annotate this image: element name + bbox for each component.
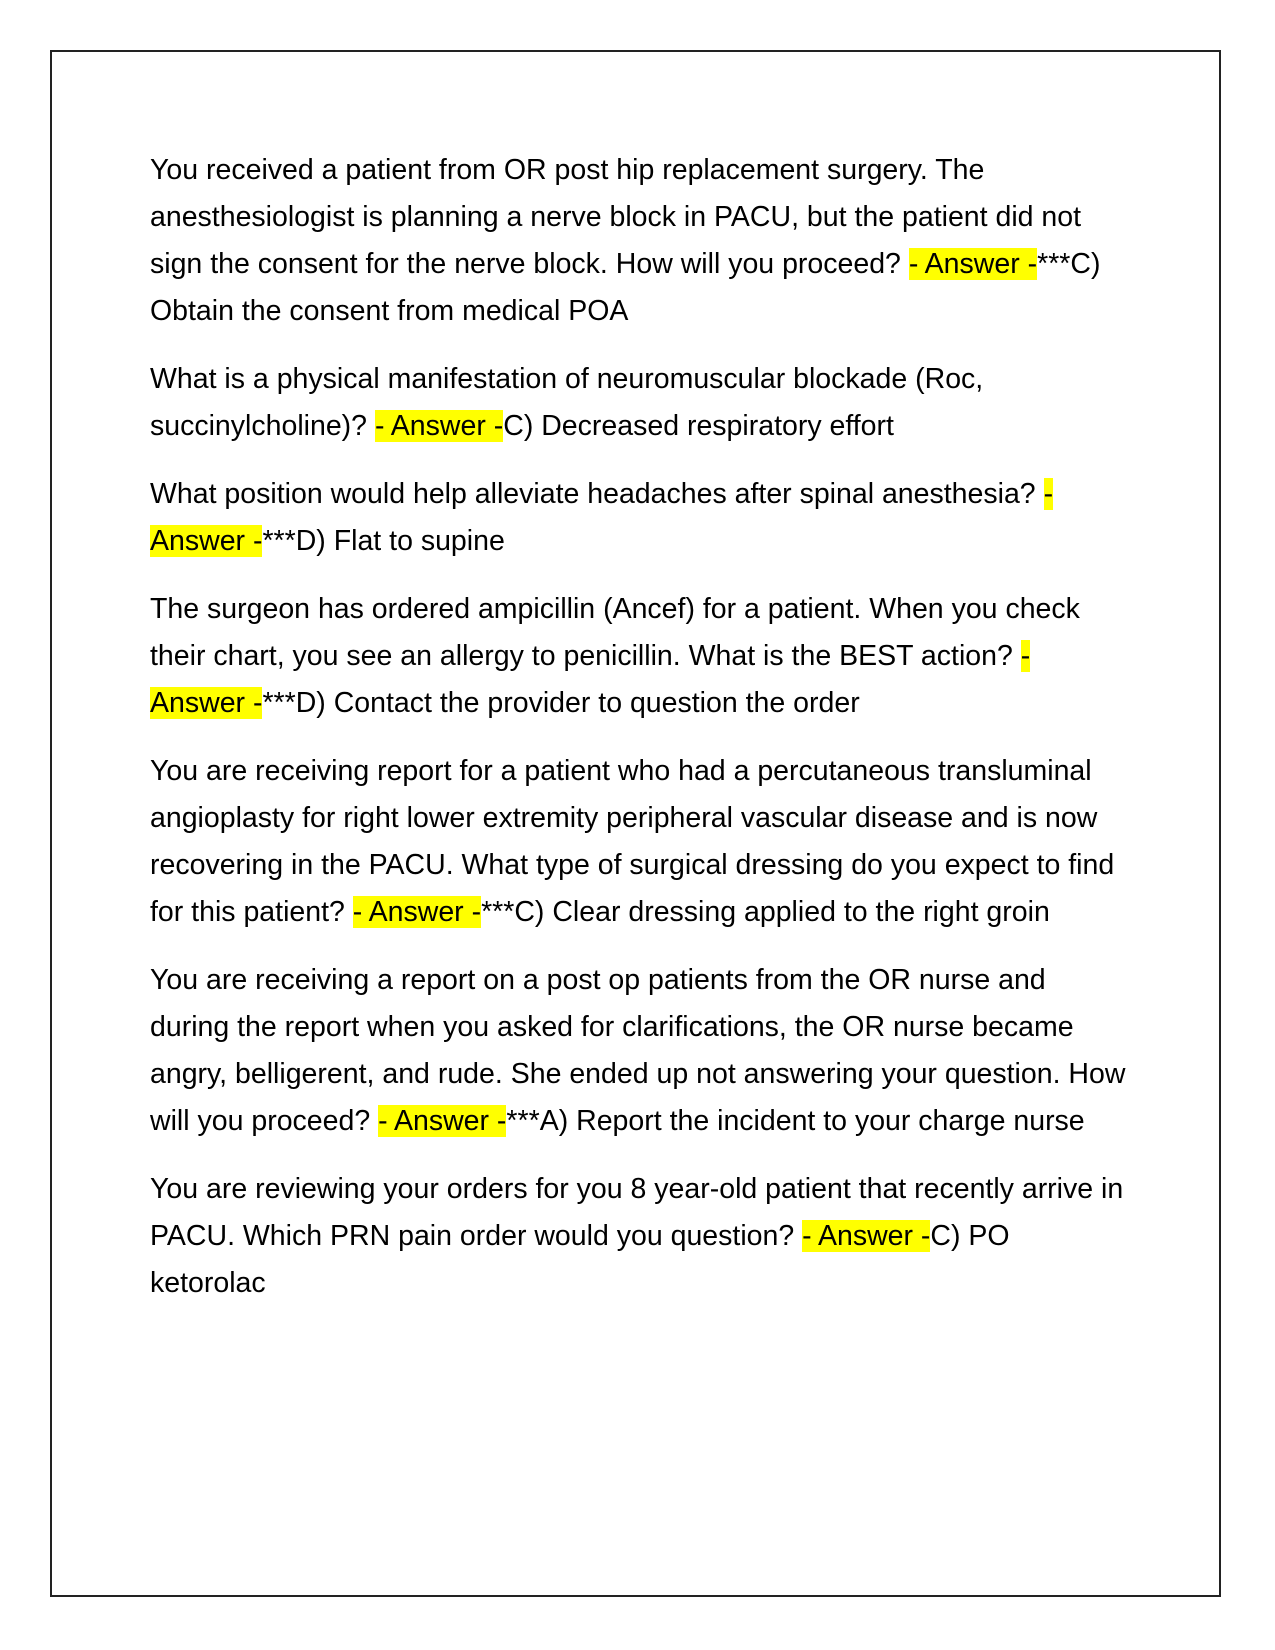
answer-text: C) PO ketorolac <box>150 1220 1010 1299</box>
question-text: You received a patient from OR post hip replacement surgery. The anesthesiologist is planning a nerve block in PACU, but the patient did not sign the consent for the nerve block. How will you proceed? <box>150 154 1082 280</box>
answer-text: ***D) Contact the provider to question the order <box>262 687 860 719</box>
answer-text: ***C) Clear dressing applied to the right groin <box>481 896 1050 928</box>
qa-item <box>150 1166 1130 1307</box>
answer-marker: - Answer - <box>378 1105 507 1137</box>
answer-marker: - Answer - <box>150 478 1054 557</box>
question-text: You are receiving report for a patient who had a percutaneous transluminal angioplasty for right lower extremity peripheral vascular disease and is now recovering in the PACU. What type of surgical dressing do you expect to find for this patient? <box>150 755 1115 928</box>
question-text: What position would help alleviate headaches after spinal anesthesia? <box>150 478 1044 510</box>
question-text: What is a physical manifestation of neuromuscular blockade (Roc, succinylcholine)? <box>150 363 984 442</box>
answer-text: ***A) Report the incident to your charge nurse <box>506 1105 1085 1137</box>
answer-text: ***C) Obtain the consent from medical POA <box>150 248 1101 327</box>
question-text: You are reviewing your orders for you 8 year-old patient that recently arrive in PACU. Which PRN pain order would you question? <box>150 1173 1124 1252</box>
answer-marker: - Answer - <box>802 1220 931 1252</box>
qa-item <box>150 356 1130 450</box>
document-body <box>150 147 1130 1328</box>
answer-text: ***D) Flat to supine <box>262 525 505 557</box>
qa-item <box>150 957 1130 1145</box>
question-text: You are receiving a report on a post op patients from the OR nurse and during the report when you asked for clarifications, the OR nurse became angry, belligerent, and rude. She ended up not answering your question. How will you proceed? <box>150 964 1126 1137</box>
answer-marker: - Answer - <box>352 896 482 928</box>
question-text: The surgeon has ordered ampicillin (Ancef) for a patient. When you check their chart, you see an allergy to penicillin. What is the BEST action? <box>150 593 1080 672</box>
qa-item <box>150 748 1130 936</box>
answer-marker: - Answer - <box>908 248 1038 280</box>
answer-marker: - Answer - <box>374 410 504 442</box>
qa-item <box>150 147 1130 335</box>
answer-marker: - Answer - <box>150 640 1031 719</box>
answer-text: C) Decreased respiratory effort <box>503 410 894 442</box>
qa-item <box>150 586 1130 727</box>
qa-item <box>150 471 1130 565</box>
